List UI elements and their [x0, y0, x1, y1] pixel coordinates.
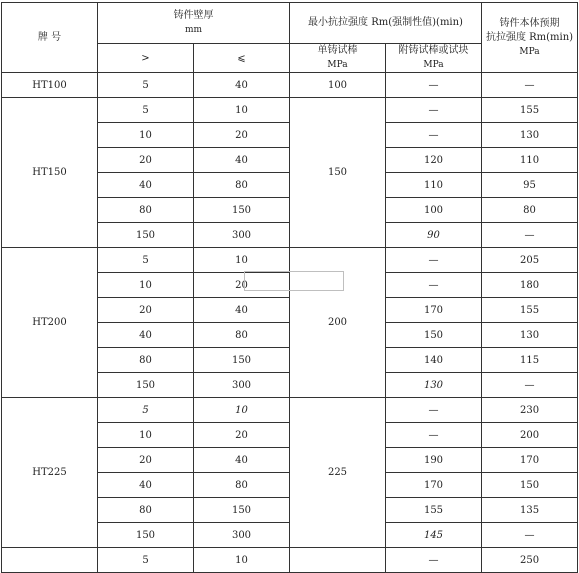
attached-bar-cell: 190	[386, 448, 482, 473]
wall-min-cell: 40	[98, 323, 194, 348]
expected-strength-cell: 250	[482, 548, 578, 573]
wall-max-cell: 40	[194, 148, 290, 173]
attached-bar-cell: 130	[386, 373, 482, 398]
attached-bar-cell: 100	[386, 198, 482, 223]
expected-strength-cell: —	[482, 73, 578, 98]
single-bar-header	[290, 44, 386, 73]
wall-min-cell: 80	[98, 198, 194, 223]
wall-min-cell: 10	[98, 273, 194, 298]
expected-strength-cell: 180	[482, 273, 578, 298]
wall-max-cell: 150	[194, 198, 290, 223]
wall-min-cell: 40	[98, 173, 194, 198]
wall-thickness-header	[98, 3, 290, 44]
single-bar-cell: 100	[290, 73, 386, 98]
selection-highlight	[244, 271, 344, 291]
wall-max-cell: 10	[194, 398, 290, 423]
attached-bar-unit: MPa	[423, 60, 444, 70]
expected-strength-cell: 200	[482, 423, 578, 448]
wall-max-cell: 10	[194, 248, 290, 273]
expected-strength-cell: 155	[482, 98, 578, 123]
expected-strength-cell: 205	[482, 248, 578, 273]
single-bar-cell: 200	[290, 248, 386, 398]
single-bar-cell: 150	[290, 98, 386, 248]
wall-max-cell: 80	[194, 173, 290, 198]
expected-strength-cell: 130	[482, 123, 578, 148]
wall-min-cell: 5	[98, 248, 194, 273]
table-row	[2, 73, 578, 98]
min-strength-header: 最小抗拉强度 Rm(强制性值)(min)	[290, 3, 482, 44]
table-row	[2, 98, 578, 123]
grade-cell	[2, 548, 98, 573]
expected-strength-cell: 155	[482, 298, 578, 323]
expected-strength-cell: 150	[482, 473, 578, 498]
attached-bar-cell: 150	[386, 323, 482, 348]
wall-max-cell: 300	[194, 223, 290, 248]
expected-strength-cell: 80	[482, 198, 578, 223]
wall-min-cell: 80	[98, 348, 194, 373]
expected-strength-line2: 抗拉强度 Rm(min)	[485, 31, 574, 43]
wall-max-cell: 80	[194, 473, 290, 498]
expected-strength-cell: —	[482, 523, 578, 548]
attached-bar-cell: —	[386, 123, 482, 148]
grade-cell: HT200	[2, 248, 98, 398]
wall-min-cell: 40	[98, 473, 194, 498]
wall-min-cell: 150	[98, 223, 194, 248]
wall-max-cell: 150	[194, 498, 290, 523]
attached-bar-cell: 140	[386, 348, 482, 373]
attached-bar-header	[386, 44, 482, 73]
header-row-1	[2, 3, 578, 44]
wall-min-cell: 20	[98, 448, 194, 473]
attached-bar-cell: —	[386, 98, 482, 123]
attached-bar-cell: —	[386, 248, 482, 273]
attached-bar-cell: 170	[386, 298, 482, 323]
wall-min-cell: 150	[98, 523, 194, 548]
expected-strength-cell: 170	[482, 448, 578, 473]
attached-bar-cell: —	[386, 423, 482, 448]
wall-min-cell: 10	[98, 123, 194, 148]
expected-strength-cell: —	[482, 373, 578, 398]
wall-min-cell: 20	[98, 148, 194, 173]
wall-min-cell: 20	[98, 298, 194, 323]
wall-max-cell: 20	[194, 423, 290, 448]
wall-max-cell: 10	[194, 98, 290, 123]
grade-cell: HT225	[2, 398, 98, 548]
attached-bar-cell: —	[386, 548, 482, 573]
wall-min-cell: 10	[98, 423, 194, 448]
wall-thickness-label: 铸件壁厚	[173, 10, 214, 21]
wall-max-cell: 20	[194, 123, 290, 148]
wall-min-cell: 5	[98, 398, 194, 423]
wall-min-cell: 80	[98, 498, 194, 523]
table-row	[2, 398, 578, 423]
attached-bar-cell: 120	[386, 148, 482, 173]
single-bar-unit: MPa	[327, 60, 348, 70]
table-row	[2, 548, 578, 573]
wall-max-cell: 40	[194, 298, 290, 323]
single-bar-cell	[290, 548, 386, 573]
attached-bar-cell: 110	[386, 173, 482, 198]
attached-bar-cell: —	[386, 273, 482, 298]
table-row	[2, 248, 578, 273]
wall-max-cell: 80	[194, 323, 290, 348]
expected-strength-cell: 110	[482, 148, 578, 173]
attached-bar-cell: 155	[386, 498, 482, 523]
wall-min-cell: 5	[98, 73, 194, 98]
expected-strength-line1: 铸件本体预期	[499, 17, 560, 29]
expected-strength-unit: MPa	[519, 46, 540, 57]
expected-strength-cell: —	[482, 223, 578, 248]
le-header: ⩽	[194, 44, 290, 73]
expected-strength-cell: 95	[482, 173, 578, 198]
grade-header: 牌 号	[2, 3, 98, 73]
wall-max-cell: 10	[194, 548, 290, 573]
expected-strength-cell: 115	[482, 348, 578, 373]
attached-bar-cell: 170	[386, 473, 482, 498]
wall-thickness-unit: mm	[184, 25, 203, 35]
grade-cell: HT150	[2, 98, 98, 248]
wall-max-cell: 40	[194, 448, 290, 473]
expected-strength-cell: 135	[482, 498, 578, 523]
expected-strength-cell: 130	[482, 323, 578, 348]
single-bar-label: 单铸试棒	[317, 45, 358, 56]
expected-strength-header	[482, 3, 578, 73]
wall-min-cell: 5	[98, 548, 194, 573]
attached-bar-label: 附铸试棒或试块	[398, 45, 469, 56]
attached-bar-cell: —	[386, 73, 482, 98]
attached-bar-cell: —	[386, 398, 482, 423]
wall-max-cell: 150	[194, 348, 290, 373]
wall-max-cell: 20	[194, 273, 290, 298]
wall-min-cell: 150	[98, 373, 194, 398]
expected-strength-cell: 230	[482, 398, 578, 423]
single-bar-cell: 225	[290, 398, 386, 548]
attached-bar-cell: 145	[386, 523, 482, 548]
grade-cell: HT100	[2, 73, 98, 98]
wall-max-cell: 40	[194, 73, 290, 98]
gt-header: >	[98, 44, 194, 73]
wall-max-cell: 300	[194, 523, 290, 548]
attached-bar-cell: 90	[386, 223, 482, 248]
wall-min-cell: 5	[98, 98, 194, 123]
wall-max-cell: 300	[194, 373, 290, 398]
